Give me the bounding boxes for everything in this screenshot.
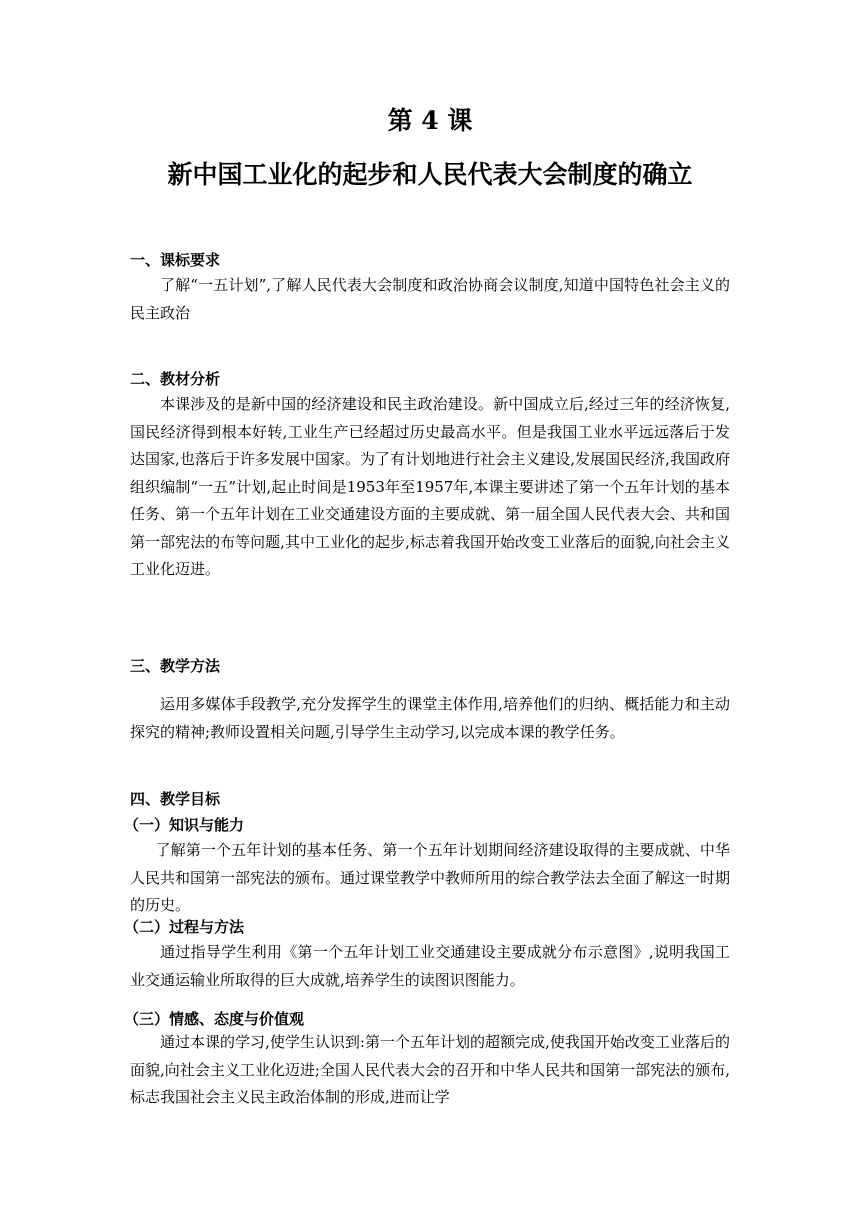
section-text-analysis: 本课涉及的是新中国的经济建设和民主政治建设。新中国成立后,经过三年的经济恢复,国民经济得到根本好转,工业生产已经超过历史最高水平。但是我国工业水平远远落后于发达国家,也落后于许多发展中国家。为了有计划地进行社会主义建设,发展国民经济,我国政府组织编制“一五”计划,起止时间是1953年至1957年,本课主要讲述了第一个五年计划的基本任务、第一个五年计划在工业交通建设方面的主要成就、第一届全国人民代表大会、共和国第一部宪法的布等问题,其中工业化的起步,标志着我国开始改变工业落后的面貌,向社会主义工业化迈进。	[130, 395, 731, 578]
subsection-text-values: 通过本课的学习,使学生认识到:第一个五年计划的超额完成,使我国开始改变工业落后的面貌,向社会主义工业化迈进;全国人民代表大会的召开和中华人民共和国第一部宪法的颁布,标志我国社会主义民主政治体制的形成,进而让学	[130, 1033, 730, 1106]
subsection-text-knowledge: 了解第一个五年计划的基本任务、第一个五年计划期间经济建设取得的主要成就、中华人民共和国第一部宪法的颁布。通过课堂教学中教师所用的综合教学法去全面了解这一时期的历史。	[130, 841, 731, 914]
section-text-methods: 运用多媒体手段教学,充分发挥学生的课堂主体作用,培养他们的归纳、概括能力和主动探究的精神;教师设置相关问题,引导学生主动学习,以完成本课的教学任务。	[130, 695, 730, 741]
section-heading-methods: 三、教学方法	[130, 657, 221, 675]
subsection-heading-values: （三）情感、态度与价值观	[124, 1010, 305, 1028]
section-heading-analysis: 二、教材分析	[130, 370, 221, 388]
section-heading-objectives: 四、教学目标	[130, 790, 221, 808]
subsection-text-process: 通过指导学生利用《第一个五年计划工业交通建设主要成就分布示意图》,说明我国工业交通运输业所取得的巨大成就,培养学生的读图识图能力。	[130, 943, 730, 989]
document-title: 新中国工业化的起步和人民代表大会制度的确立	[167, 160, 693, 189]
section-text-curriculum: 了解“一五计划”,了解人民代表大会制度和政治协商会议制度,知道中国特色社会主义的民主政治	[130, 276, 730, 322]
subsection-heading-knowledge: （一）知识与能力	[124, 816, 245, 834]
subsection-heading-process: （二）过程与方法	[124, 918, 245, 936]
section-heading-curriculum: 一、课标要求	[130, 251, 221, 269]
lesson-label: 第 4 课	[387, 106, 473, 135]
